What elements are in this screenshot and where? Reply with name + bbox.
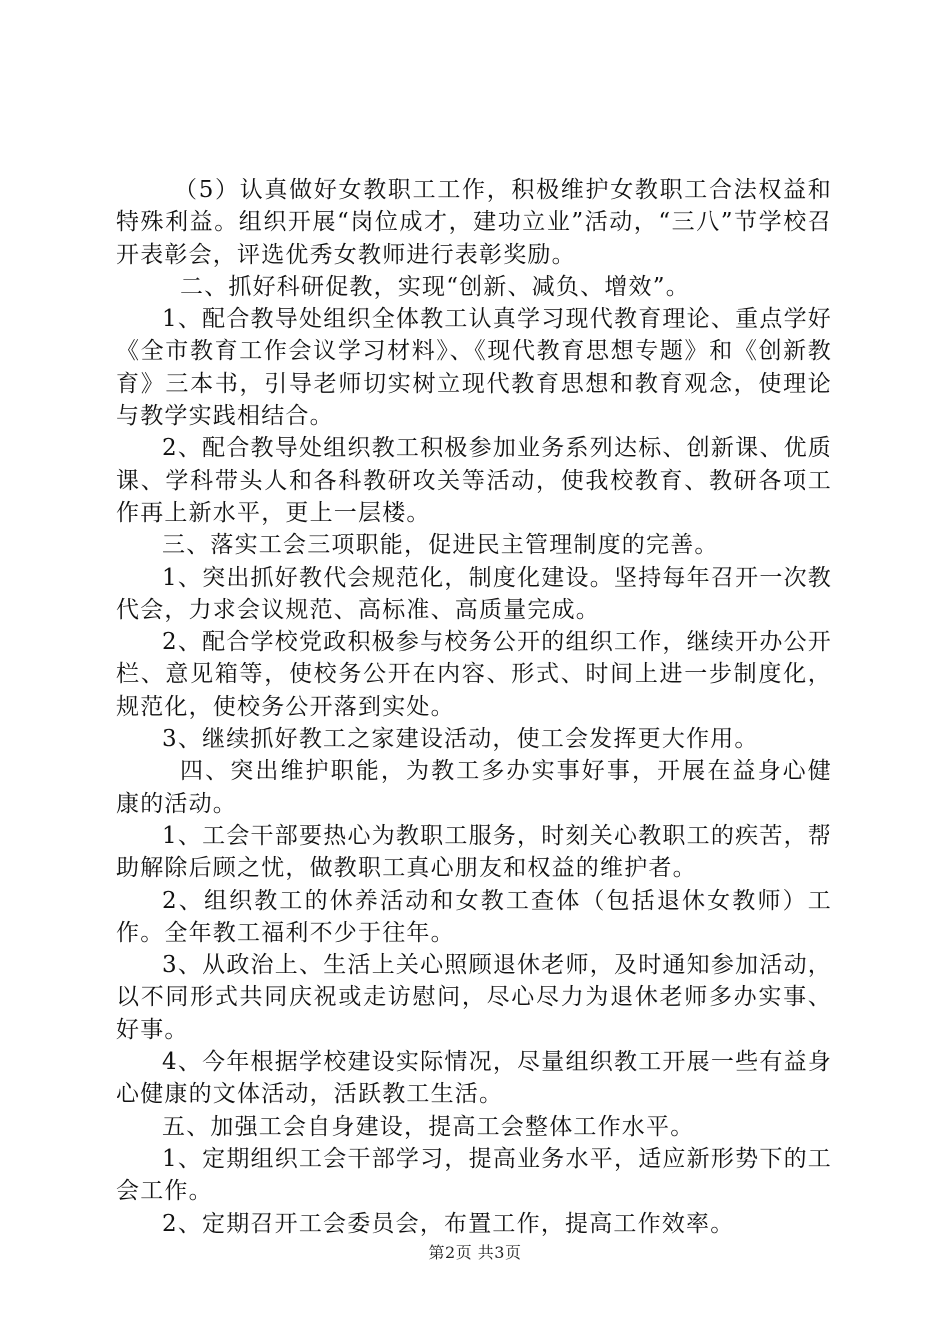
paragraph-2-2: 2、配合教导处组织教工积极参加业务系列达标、创新课、优质课、学科带头人和各科教研攻关等活动，使我校教育、教研各项工作再上新水平，更上一层楼。 [116, 435, 832, 526]
paragraph-3-3: 3、继续抓好教工之家建设活动，使工会发挥更大作用。 [162, 726, 759, 753]
paragraph-4-1: 1、工会干部要热心为教职工服务，时刻关心教职工的疾苦，帮助解除后顾之忧，做教职工真心朋友和权益的维护者。 [116, 822, 832, 882]
paragraph-3-1: 1、突出抓好教代会规范化，制度化建设。坚持每年召开一次教代会，力求会议规范、高标准、高质量完成。 [116, 564, 832, 623]
heading-section-5: 五、加强工会自身建设，提高工会整体工作水平。 [162, 1113, 695, 1140]
heading-section-2: 二、抓好科研促教，实现“创新、减负、增效”。 [180, 273, 690, 300]
heading-section-4: 四、突出维护职能，为教工多办实事好事，开展在益身心健康的活动。 [116, 758, 832, 817]
paragraph-4-3: 3、从政治上、生活上关心照顾退休老师，及时通知参加活动，以不同形式共同庆祝或走访慰问，尽心尽力为退休老师多办实事、好事。 [116, 952, 832, 1043]
page-number-footer: 第2页 共3页 [428, 1243, 522, 1262]
paragraph-women-staff: （5）认真做好女教职工工作，积极维护女教职工合法权益和特殊利益。组织开展“岗位成才，建功立业”活动，“三八”节学校召开表彰会，评选优秀女教师进行表彰奖励。 [116, 177, 832, 268]
paragraph-5-2: 2、定期召开工会委员会，布置工作，提高工作效率。 [162, 1210, 735, 1237]
heading-section-3: 三、落实工会三项职能，促进民主管理制度的完善。 [162, 532, 719, 559]
paragraph-4-4: 4、今年根据学校建设实际情况，尽量组织教工开展一些有益身心健康的文体活动，活跃教工生活。 [116, 1049, 832, 1108]
document-body [116, 174, 832, 1240]
paragraph-2-1: 1、配合教导处组织全体教工认真学习现代教育理论、重点学好《全市教育工作会议学习材料》、《现代教育思想专题》和《创新教育》三本书，引导老师切实树立现代教育思想和教育观念，使理论与教学实践相结合。 [116, 306, 832, 430]
paragraph-4-2: 2、组织教工的休养活动和女教工查体（包括退休女教师）工作。全年教工福利不少于往年。 [116, 887, 832, 946]
paragraph-5-1: 1、定期组织工会干部学习，提高业务水平，适应新形势下的工会工作。 [116, 1145, 832, 1205]
paragraph-3-2: 2、配合学校党政积极参与校务公开的组织工作，继续开办公开栏、意见箱等，使校务公开在内容、形式、时间上进一步制度化，规范化，使校务公开落到实处。 [116, 629, 832, 720]
